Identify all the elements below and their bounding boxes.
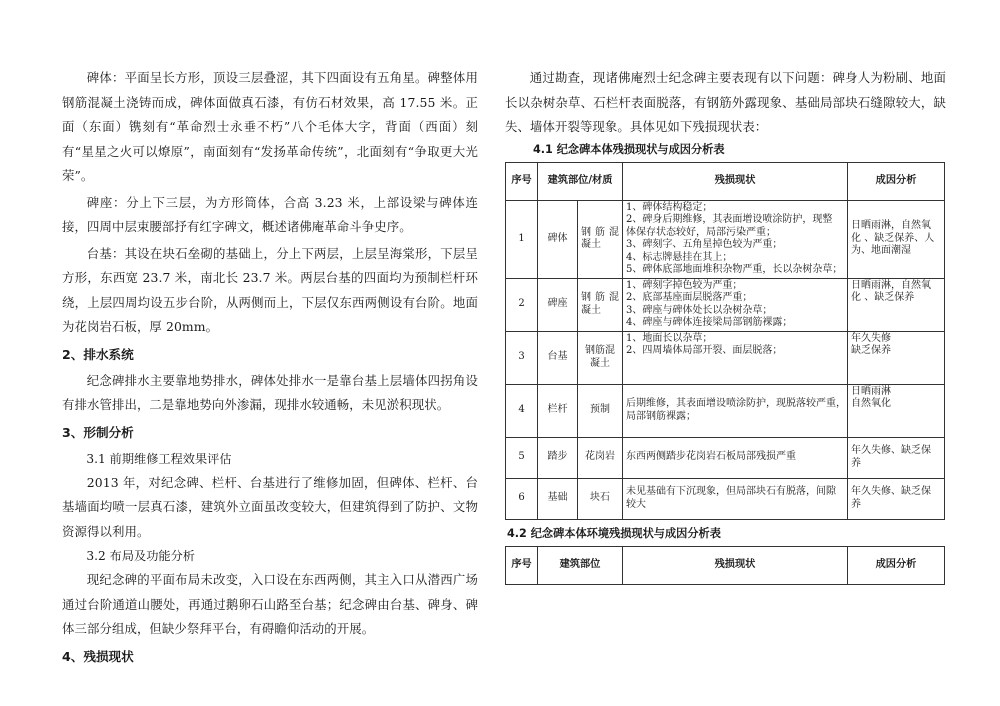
table2-header-no: 序号	[506, 546, 538, 584]
paragraph-layout-function: 现纪念碑的平面布局未改变，入口设在东西两侧，其主入口从潜西广场通过台阶通道山腰处，再通过鹅卵石山路至台基；纪念碑由台基、碑身、碑体三部分组成，但缺少祭拜平台，有碍瞻仰活动的开展。	[62, 572, 478, 636]
paragraph-stele-base: 碑座：分上下三层，为方形筒体，合高 3.23 米，上部设梁与碑体连接，四周中层束腰部抒有红字碑文，概述诸佛庵革命斗争史序。	[62, 194, 478, 234]
paragraph-survey-intro: 通过勘查，现诸佛庵烈士纪念碑主要表现有以下问题：碑身人为粉刷、地面长以杂树杂草、石栏杆表面脱落，有钢筋外露现象、基础局部块石缝隙较大，缺失、墙体开裂等现象。具体见如下残损现状表：	[505, 70, 946, 134]
table1-header-no: 序号	[506, 162, 538, 200]
cell-condition: 后期维修，其表面增设喷涂防护，现脱落较严重， 局部钢筋裸露；	[623, 384, 848, 437]
heading-damage-status: 4、残损现状	[62, 648, 134, 664]
table1-header-condition: 残损现状	[623, 162, 848, 200]
cell-condition: 1、碑刻字掉色较为严重； 2、底部基座面层脱落严重； 3、碑座与碑体处长以杂树杂草； 4、碑座与碑体连接梁局部钢筋裸露；	[623, 278, 848, 331]
paragraph-repair-evaluation: 2013 年，对纪念碑、栏杆、台基进行了维修加固，但碑体、栏杆、台基墙面均喷一层真石漆，建筑外立面虽改变较大，但建筑得到了防护、文物资源得以利用。	[62, 474, 478, 539]
heading-repair-evaluation: 3.1 前期维修工程效果评估	[86, 451, 232, 466]
cell-condition: 1、地面长以杂草； 2、四周墙体局部开裂、面层脱落；	[623, 331, 848, 384]
table-row	[506, 278, 945, 331]
table-row	[506, 200, 945, 278]
cell-part: 碑座	[538, 278, 578, 331]
cell-cause: 年久失修 缺乏保养	[848, 331, 945, 384]
right-column	[505, 66, 946, 585]
cell-no: 2	[506, 278, 538, 331]
cell-cause: 日晒雨淋 自然氧化	[848, 384, 945, 437]
cell-cause: 日晒雨淋，自然氧 化 、缺乏保养、人 为、地面潮湿	[848, 200, 945, 278]
cell-material: 钢 筋 混 凝土	[578, 278, 623, 331]
cell-part: 栏杆	[538, 384, 578, 437]
paragraph-platform: 台基：其设在块石垒砌的基础上，分上下两层，上层呈海棠形，下层呈方形，东西宽 23.7 米，南北长 23.7 米。两层台基的四面均为预制栏杆环绕，上层四周均设五步台阶，从两侧而上，下层仅东西两侧设有台阶。地面为花岗岩石板，厚 20mm。	[62, 245, 478, 334]
table2-header-part: 建筑部位	[538, 546, 623, 584]
cell-cause: 日晒雨淋，自然氧 化 、缺乏保养	[848, 278, 945, 331]
table1-caption: 4.1 纪念碑本体残损现状与成因分析表	[533, 142, 725, 156]
heading-form-analysis: 3、形制分析	[62, 424, 134, 440]
table1-header-cause: 成因分析	[848, 162, 945, 200]
cell-material: 钢筋混 凝土	[578, 331, 623, 384]
cell-part: 碑体	[538, 200, 578, 278]
cell-material: 钢 筋 混 凝土	[578, 200, 623, 278]
table2-header-condition: 残损现状	[623, 546, 848, 584]
cell-no: 4	[506, 384, 538, 437]
cell-no: 1	[506, 200, 538, 278]
cell-condition: 1、碑体结构稳定； 2、碑身后期维修，其表面增设喷涂防护，现整 体保存状态较好，局部污染严重； 3、碑刻字、五角星掉色较为严重； 4、标志牌悬挂在其上； 5、碑体底部地面堆积杂物严重，长以杂树杂草；	[623, 200, 848, 278]
table-row	[506, 478, 945, 519]
cell-cause: 年久失修、缺乏保 养	[848, 437, 945, 478]
cell-part: 踏步	[538, 437, 578, 478]
damage-analysis-table	[505, 162, 945, 520]
table-row	[506, 437, 945, 478]
cell-cause: 年久失修、缺乏保 养	[848, 478, 945, 519]
cell-no: 6	[506, 478, 538, 519]
cell-no: 3	[506, 331, 538, 384]
environment-damage-table	[505, 546, 945, 585]
cell-condition: 东西两侧踏步花岗岩石板局部残损严重	[623, 437, 848, 478]
left-column	[62, 66, 478, 671]
table-row	[506, 384, 945, 437]
table2-caption: 4.2 纪念碑本体环境残损现状与成因分析表	[507, 526, 721, 540]
table1-header-row	[506, 162, 945, 200]
table1-header-part: 建筑部位/材质	[538, 162, 623, 200]
table2-header-cause: 成因分析	[848, 546, 945, 584]
paragraph-stele-body: 碑体：平面呈长方形，顶设三层叠涩，其下四面设有五角星。碑整体用钢筋混凝土浇铸而成，碑体面做真石漆，有仿石材效果，高 17.55 米。正面（东面）镌刻有“革命烈士永垂不朽”八个毛体大字，背面（西面）刻有“星星之火可以燎原”，南面刻有“发扬革命传统”，北面刻有“争取更大光荣”。	[62, 70, 478, 183]
cell-material: 块石	[578, 478, 623, 519]
heading-layout-function: 3.2 布局及功能分析	[86, 549, 195, 563]
paragraph-drainage: 纪念碑排水主要靠地势排水，碑体处排水一是靠台基上层墙体四拐角设有排水管排出，二是靠地势向外渗漏，现排水较通畅，未见淤积现状。	[62, 372, 478, 412]
cell-condition: 未见基础有下沉现象，但局部块石有脱落，间隙 较大	[623, 478, 848, 519]
table2-header-row	[506, 546, 945, 584]
cell-material: 花岗岩	[578, 437, 623, 478]
cell-part: 基础	[538, 478, 578, 519]
cell-material: 预制	[578, 384, 623, 437]
cell-no: 5	[506, 437, 538, 478]
heading-drainage: 2、排水系统	[62, 346, 134, 362]
cell-part: 台基	[538, 331, 578, 384]
table-row	[506, 331, 945, 384]
